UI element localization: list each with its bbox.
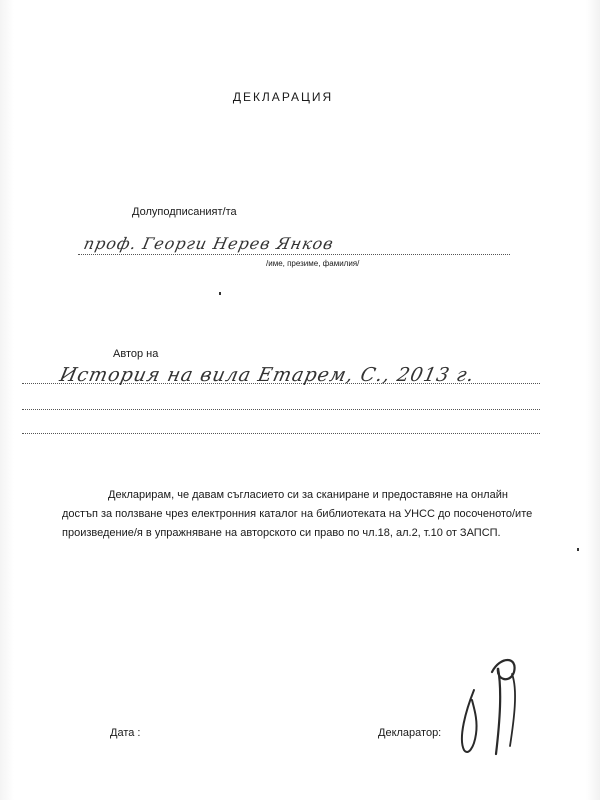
handwritten-work-title: История на вила Етарем, С., 2013 г. (57, 364, 477, 386)
undersigned-label: Долуподписаният/та (132, 206, 237, 218)
name-caption: /име, презиме, фамилия/ (266, 259, 360, 268)
declaration-text: Декларирам, че давам съгласието си за сканиране и предоставяне на онлайн достъп за ползване чрез електронния каталог на библиотеката на УНСС до посоченото/ите произведение/я в упражняване на авторското си право по чл.18, ал.2, т.10 от ЗАПСП. (62, 489, 533, 539)
document-title: ДЕКЛАРАЦИЯ (232, 90, 334, 104)
declarant-label: Декларатор: (378, 727, 442, 739)
scan-speck-2 (577, 548, 579, 551)
work-dotted-line-1 (22, 383, 540, 384)
work-dotted-line-2 (22, 409, 540, 410)
signature-image (452, 650, 532, 760)
date-label: Дата : (110, 727, 141, 739)
scan-speck (219, 292, 221, 295)
declaration-paragraph (62, 486, 540, 543)
work-dotted-line-3 (22, 433, 540, 434)
name-dotted-line (78, 254, 510, 255)
handwritten-name: проф. Георги Нерев Янков (81, 234, 336, 253)
author-label: Автор на (113, 348, 159, 360)
